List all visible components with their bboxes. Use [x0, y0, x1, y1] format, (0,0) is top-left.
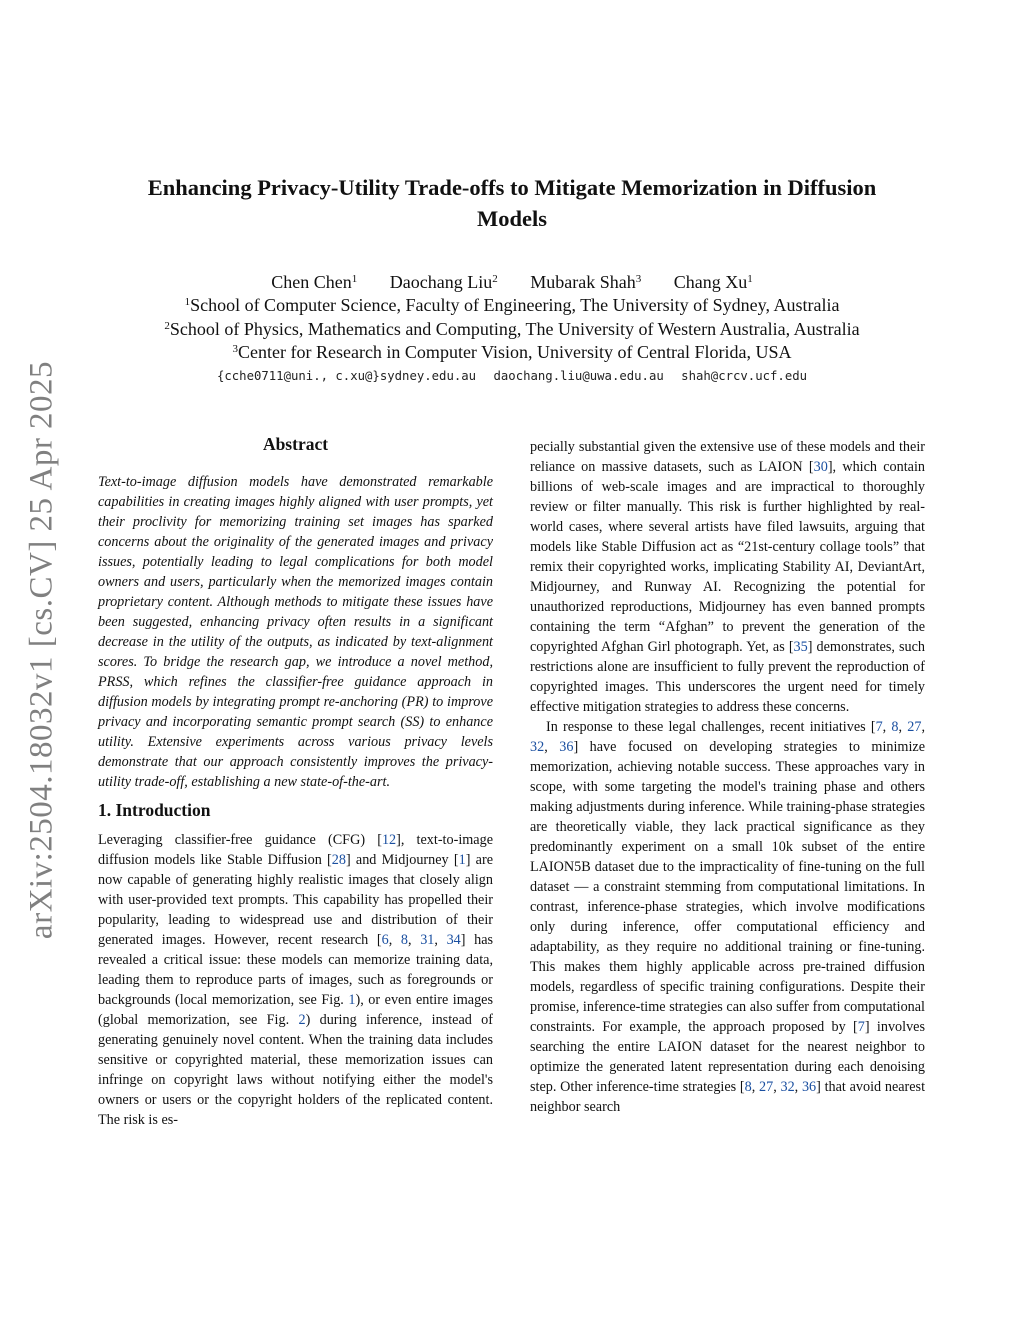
affiliation-mark: 2 — [164, 319, 170, 332]
citation-link[interactable]: 1 — [458, 852, 466, 868]
author-affiliation-mark: 3 — [635, 273, 642, 285]
author-name: Chen Chen — [271, 272, 352, 292]
author — [530, 270, 641, 294]
paper-title: Enhancing Privacy-Utility Trade-offs to Mitigate Memorization in Diffusion Models — [147, 175, 877, 231]
affiliation-text: School of Computer Science, Faculty of Engineering, The University of Sydney, Australia — [190, 295, 840, 315]
citation-link[interactable]: 7 — [875, 719, 883, 735]
citation-link[interactable]: 34 — [446, 932, 461, 948]
citation-link[interactable]: 2 — [298, 1012, 306, 1028]
affiliation — [80, 341, 944, 365]
section-heading-introduction: 1. Introduction — [98, 800, 211, 820]
author-name: Daochang Liu — [389, 272, 493, 292]
citation-link[interactable]: 35 — [793, 639, 808, 655]
email-list — [80, 369, 944, 383]
citation-link[interactable]: 8 — [891, 719, 899, 735]
arxiv-identifier[interactable]: arXiv:2504.18032v1 [cs.CV] 25 Apr 2025 — [23, 360, 60, 940]
citation-link[interactable]: 32 — [530, 739, 545, 755]
citation-link[interactable]: 8 — [400, 932, 408, 948]
email-address[interactable]: {cche0711@uni., c.xu@}sydney.edu.au — [216, 369, 477, 383]
author-name: Chang Xu — [673, 272, 748, 292]
affiliation-text: School of Physics, Mathematics and Computing, The University of Western Australia, Australia — [169, 318, 860, 339]
citation-link[interactable]: 32 — [780, 1079, 795, 1095]
affiliation-text: Center for Research in Computer Vision, University of Central Florida, USA — [238, 342, 792, 362]
intro-paragraph: In response to these legal challenges, recent initiatives [7, 8, 27, 32, 36] have focused on developing strategies to minimize memorization, achieving notable success. These approaches vary in scope, with some targeting the model's training phase and others making adjustments during inference. While training-phase strategies are theoretically viable, they lack practical significance as they predominantly experiment on a small 10k subset of the entire LAION5B dataset due to the impracticality of fine-tuning on the full dataset — a constraint stemming from computational limitations. In contrast, inference-phase strategies, which involve modifications only during inference, offer computational efficiency and adaptability, as they require no additional training or fine-tuning. This makes them highly applicable across pre-trained diffusion models, regardless of specific training configurations. Despite their promise, inference-time strategies can also suffer from computational constraints. For example, the approach proposed by [7] involves searching the entire LAION dataset for the nearest neighbor to optimize the generated latent representation during each denoising step. Other inference-time strategies [8, 27, 32, 36] that avoid nearest neighbor search — [530, 719, 926, 1115]
citation-link[interactable]: 27 — [907, 719, 922, 735]
citation-link[interactable]: 36 — [559, 739, 574, 755]
citation-link[interactable]: 7 — [857, 1019, 865, 1035]
author-name: Mubarak Shah — [530, 272, 636, 292]
citation-link[interactable]: 36 — [801, 1079, 817, 1095]
left-column — [98, 432, 493, 1130]
affiliation — [80, 294, 944, 318]
citation-link[interactable]: 31 — [420, 932, 435, 948]
author-affiliation-mark: 1 — [747, 273, 753, 285]
abstract-text: Text-to-image diffusion models have demonstrated remarkable capabilities in creating images highly aligned with user prompts, yet their proclivity for memorizing training set images has sparked concerns about the originality of the generated images and privacy issues, potentially leading to legal complications for both model owners and users, particularly when the memorized images contain proprietary content. Although methods to mitigate these issues have been suggested, enhancing privacy often results in a significant decrease in the utility of the outputs, as indicated by text-alignment scores. To bridge the research gap, we introduce a novel method, PRSS, which refines the classifier-free guidance approach in diffusion models by integrating prompt re-anchoring (PR) to improve privacy and incorporating semantic prompt search (SS) to enhance utility. Extensive experiments across various privacy levels demonstrate that our approach consistently improves the privacy-utility trade-off, establishing a new state-of-the-art. — [98, 474, 493, 790]
right-column — [530, 437, 925, 1117]
author-list — [110, 270, 914, 294]
email-address[interactable]: daochang.liu@uwa.edu.au — [493, 369, 664, 383]
affiliation-mark: 3 — [232, 343, 238, 355]
citation-link[interactable]: 1 — [348, 992, 356, 1008]
arxiv-identifier-sidebar — [12, 350, 72, 950]
citation-link[interactable]: 6 — [381, 932, 389, 948]
author — [674, 270, 753, 294]
abstract-heading: Abstract — [262, 434, 329, 454]
affiliation — [80, 318, 944, 342]
author-affiliation-mark: 1 — [351, 273, 358, 285]
intro-paragraph: pecially substantial given the extensive use of these models and their reliance on massive datasets, such as LAION [30], which contain billions of web-scale images and are impractical to thoroughly review or filter manually. This risk is further highlighted by real-world cases, where several artists have filed lawsuits, arguing that models like Stable Diffusion act as “21st-century collage tools” that remix their copyrighted works, implicating Stability AI, DeviantArt, Midjourney, and Runway AI. Recognizing the potential for unauthorized reproductions, Midjourney has even banned prompts containing the term “Afghan” to prevent the generation of the copyrighted Afghan Girl photograph. Yet, as [35] demonstrates, such restrictions alone are insufficient to fully prevent the reproduction of copyrighted images. This underscores the urgent need for timely effective mitigation strategies to address these concerns. — [530, 439, 926, 715]
citation-link[interactable]: 27 — [759, 1079, 774, 1095]
citation-link[interactable]: 8 — [744, 1079, 752, 1095]
citation-link[interactable]: 12 — [381, 832, 397, 848]
email-address[interactable]: shah@crcv.ucf.edu — [681, 369, 808, 383]
author-affiliation-mark: 2 — [492, 273, 498, 285]
author — [390, 270, 498, 294]
affiliation-mark: 1 — [184, 296, 191, 308]
intro-paragraph: Leveraging classifier-free guidance (CFG) [12], text-to-image diffusion models like Stable Diffusion [28] and Midjourney [1] are now capable of generating highly realistic images that closely align with user-provided text prompts. This capability has propelled their popularity, leading to widespread use and distribution of their generated images. However, recent research [6, 8, 31, 34] has revealed a critical issue: these models can memorize training data, leading them to reproduce parts of images, such as foregrounds or backgrounds (local memorization, see Fig. 1), or even entire images (global memorization, see Fig. 2) during inference, instead of generating genuinely novel content. When the training data includes sensitive or copyrighted material, these memorization issues can infringe on copyright laws without notifying either the model's owners or users or the copyright holders of the replicated content. The risk is es- — [98, 832, 494, 1128]
author — [271, 270, 357, 294]
citation-link[interactable]: 30 — [813, 459, 828, 475]
affiliation-list — [80, 294, 944, 365]
citation-link[interactable]: 28 — [331, 852, 346, 868]
